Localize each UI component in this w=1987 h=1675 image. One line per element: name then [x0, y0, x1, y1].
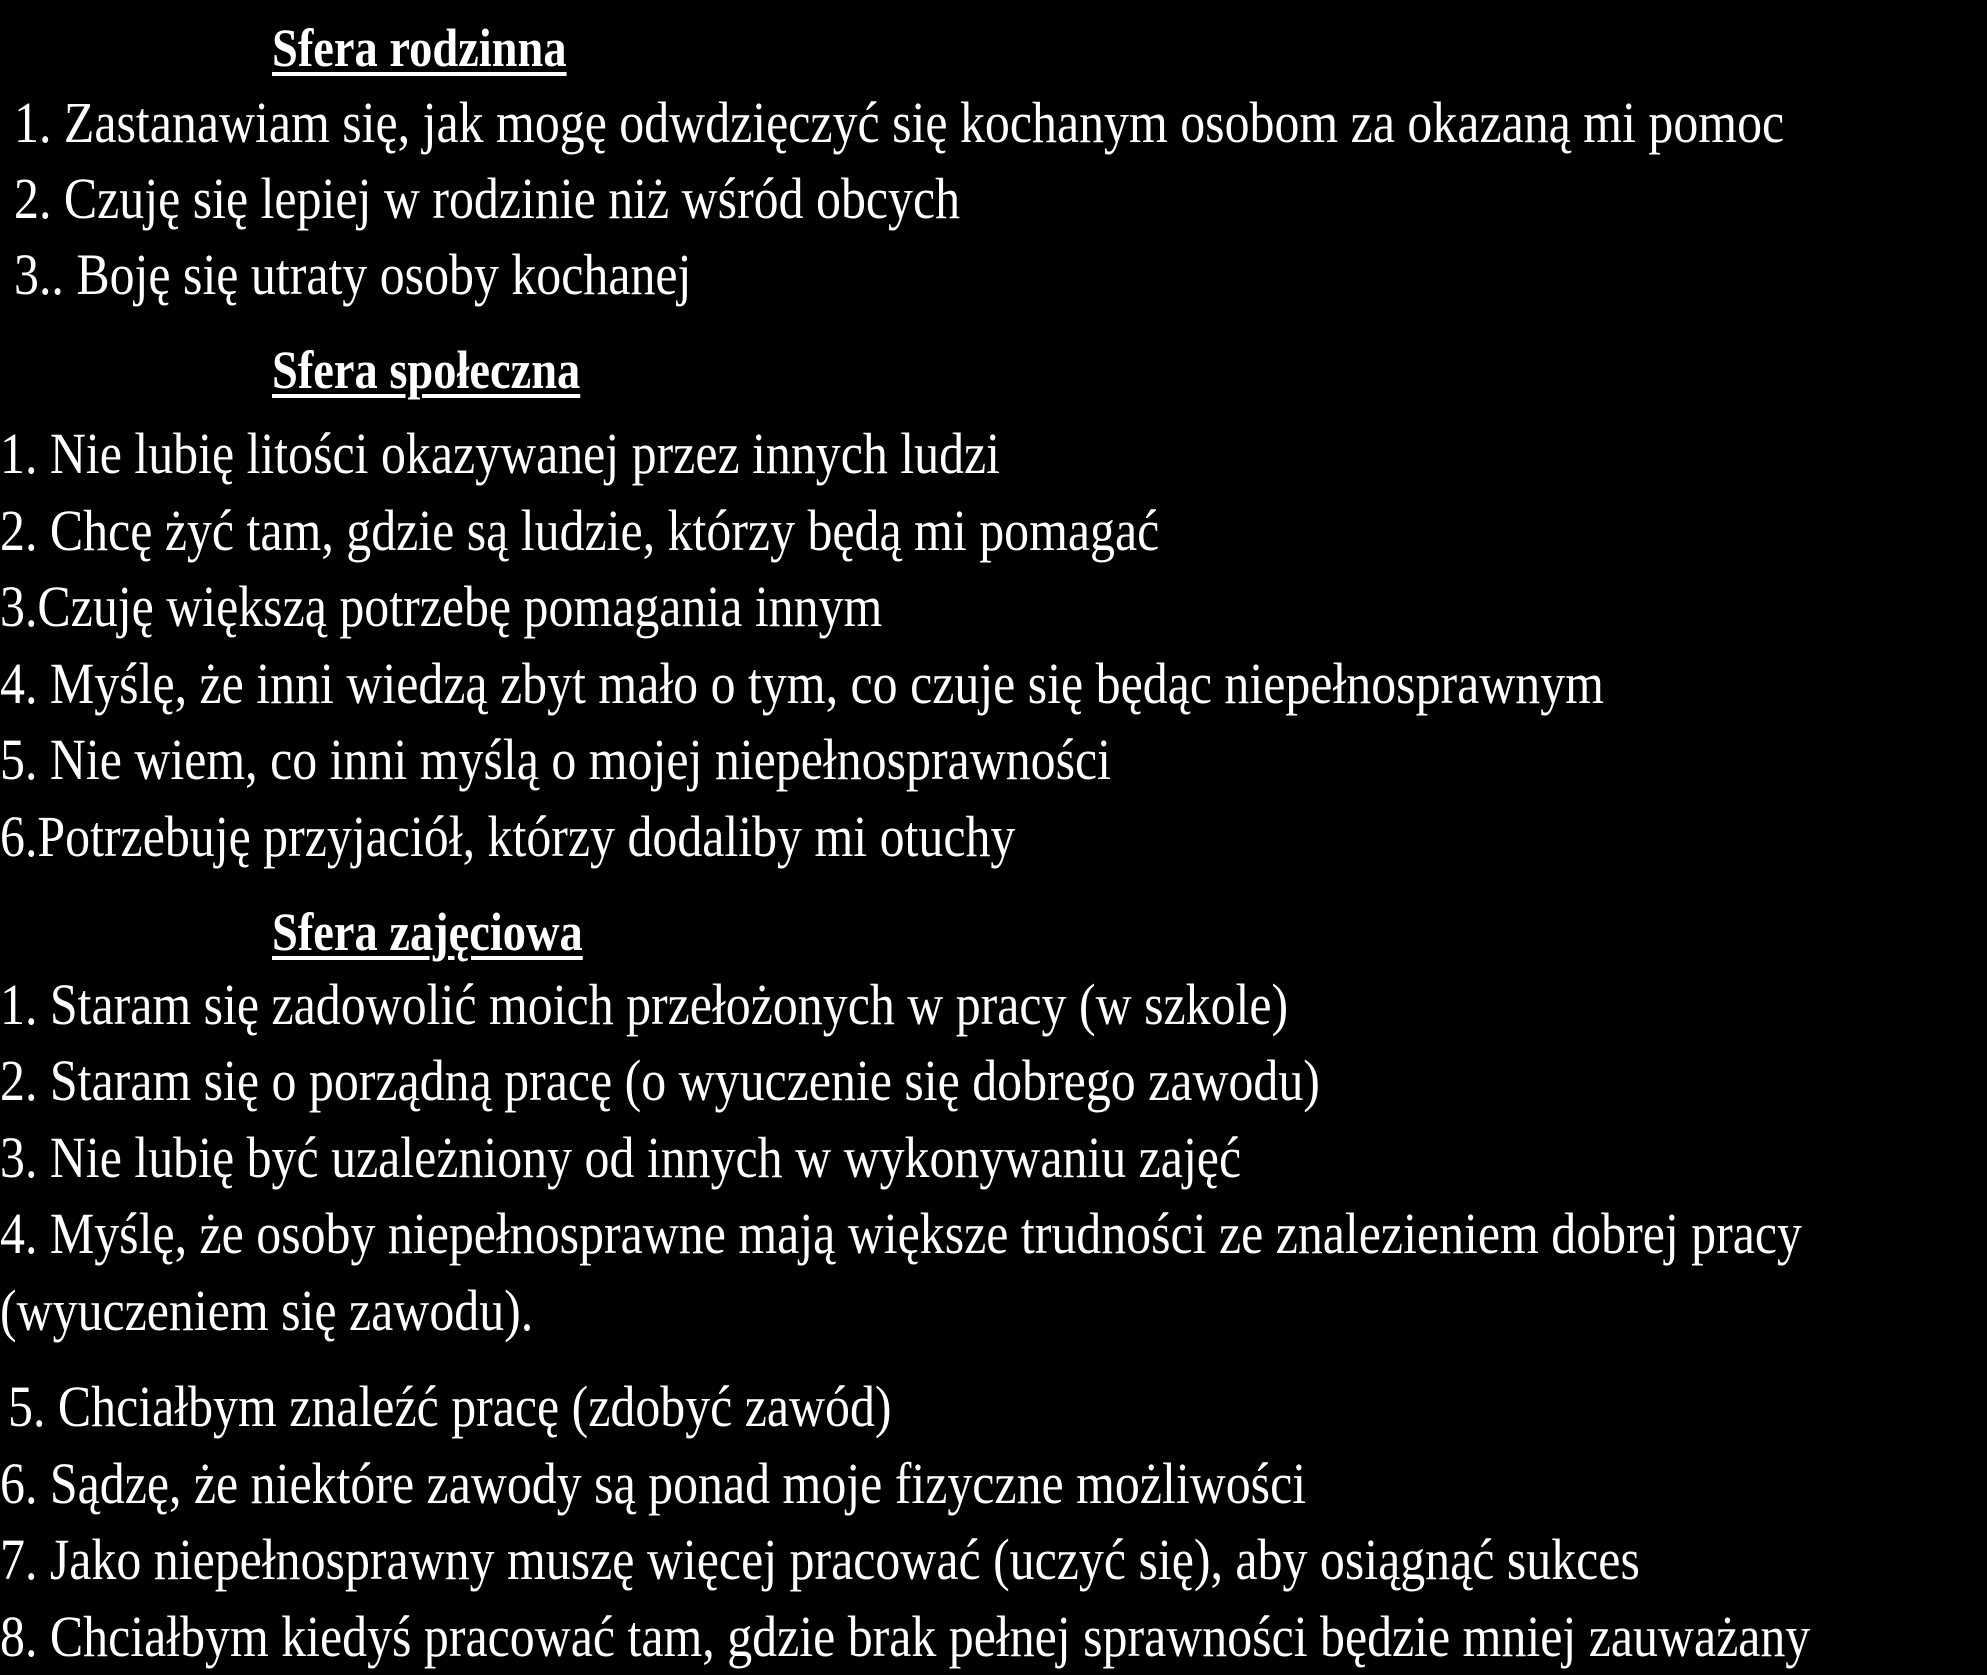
social-item-6: 6.Potrzebuję przyjaciół, którzy dodaliby mi otuchy	[0, 804, 1016, 869]
occupational-item-5: 5. Chciałbym znaleźć pracę (zdobyć zawód)	[8, 1374, 892, 1439]
occupational-item-8: 8. Chciałbym kiedyś pracować tam, gdzie brak pełnej sprawności będzie mniej zauważany	[0, 1604, 1811, 1669]
occupational-item-3: 3. Nie lubię być uzależniony od innych w wykonywaniu zajęć	[0, 1125, 1242, 1190]
family-item-3: 3.. Boję się utraty osoby kochanej	[14, 242, 692, 307]
occupational-item-7: 7. Jako niepełnosprawny muszę więcej pracować (uczyć się), aby osiągnąć sukces	[0, 1527, 1640, 1592]
social-item-4: 4. Myślę, że inni wiedzą zbyt mało o tym, co czuje się będąc niepełnosprawnym	[0, 651, 1604, 716]
section-heading-social: Sfera społeczna	[272, 340, 581, 400]
social-item-2: 2. Chcę żyć tam, gdzie są ludzie, którzy będą mi pomagać	[0, 498, 1160, 563]
social-item-5: 5. Nie wiem, co inni myślą o mojej niepełnosprawności	[0, 727, 1111, 792]
section-heading-occupational: Sfera zajęciowa	[272, 902, 583, 962]
family-item-1: 1. Zastanawiam się, jak mogę odwdzięczyć się kochanym osobom za okazaną mi pomoc	[14, 90, 1785, 155]
occupational-item-4: 4. Myślę, że osoby niepełnosprawne mają większe trudności ze znalezieniem dobrej pracy	[0, 1201, 1802, 1266]
occupational-item-4-continued: (wyuczeniem się zawodu).	[0, 1278, 534, 1343]
section-heading-family: Sfera rodzinna	[272, 18, 567, 78]
occupational-item-2: 2. Staram się o porządną pracę (o wyuczenie się dobrego zawodu)	[0, 1048, 1320, 1113]
family-item-2: 2. Czuję się lepiej w rodzinie niż wśród obcych	[14, 166, 961, 231]
occupational-item-1: 1. Staram się zadowolić moich przełożonych w pracy (w szkole)	[0, 972, 1289, 1037]
occupational-item-6: 6. Sądzę, że niektóre zawody są ponad moje fizyczne możliwości	[0, 1451, 1307, 1516]
social-item-3: 3.Czuję większą potrzebę pomagania innym	[0, 574, 883, 639]
social-item-1: 1. Nie lubię litości okazywanej przez innych ludzi	[0, 421, 1001, 486]
